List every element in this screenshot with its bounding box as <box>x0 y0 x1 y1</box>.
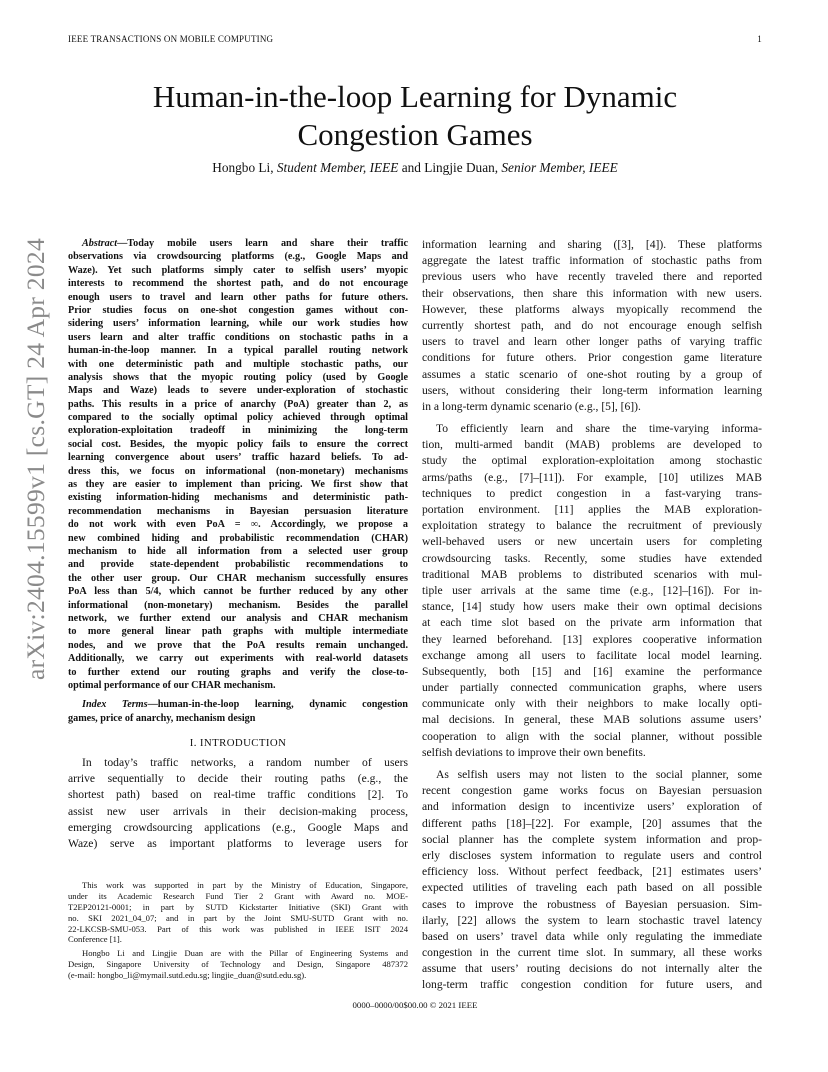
body-line: However, these platforms always myopically recommend the <box>422 302 762 316</box>
page-number: 1 <box>757 34 762 44</box>
arxiv-identifier-text: arXiv:2404.15599v1 [cs.GT] 24 Apr 2024 <box>21 237 50 680</box>
body-line: their observations, then share this information with new users. <box>422 286 762 300</box>
title-line: Congestion Games <box>297 117 533 152</box>
abstract-line: to further extend our routing graphs and verify the close-to- <box>68 666 408 678</box>
abstract-line: recommendation mechanisms in Bayesian persuasion literature <box>68 505 408 517</box>
body-line: arms/paths (e.g., [7]–[11]). For example, [10] utilizes MAB <box>422 470 762 484</box>
body-line: portation environment. [11] applies the MAB exploration- <box>422 503 762 516</box>
body-line: erly discloses system information to regulate users and control <box>422 848 762 862</box>
introduction-text <box>68 755 408 852</box>
body-line: and information design to incentivize users’ exploration of <box>422 800 762 814</box>
abstract-line: human-in-the-loop manner. In a typical parallel routing network <box>68 345 408 357</box>
arxiv-identifier-stamp <box>18 237 54 680</box>
body-line: under partially connected communication graphs, where users <box>422 681 762 695</box>
body-line: exploitation strategy to balance the recruitment of previously <box>422 519 762 533</box>
abstract-line: existing information-hiding mechanisms and deterministic path- <box>68 492 408 504</box>
body-line: long-term traffic congestion condition for future users, and <box>422 978 762 992</box>
body-line: communicate only with their neighbors to make locally opti- <box>422 697 762 711</box>
body-line: aggregate the latest traffic information of stochastic paths from <box>422 254 762 268</box>
body-line: Subsequently, both [15] and [16] examine the performance <box>422 664 762 678</box>
copyright-notice: 0000–0000/00$00.00 © 2021 IEEE <box>352 1000 478 1010</box>
body-line: information learning and sharing ([3], [4]). These platforms <box>422 238 762 251</box>
abstract-first-line <box>68 237 408 250</box>
footnote-line: (e-mail: hongbo_li@mymail.sutd.edu.sg; lingjie_duan@sutd.edu.sg). <box>68 970 307 981</box>
abstract-line: nodes, and we prove that the PoA results remain unchanged. <box>68 639 408 651</box>
body-line: social planner has the complete system information and prop- <box>422 832 762 846</box>
body-line: well-behaved users or new uncertain users for completing <box>422 535 762 549</box>
abstract-label: Abstract <box>82 238 118 249</box>
body-line: To efficiently learn and share the time-varying informa- <box>436 422 762 436</box>
abstract-line: informational (non-monetary) mechanism. Besides the parallel <box>68 599 408 611</box>
body-line: assist new user arrivals in their decision-making process, <box>68 804 408 818</box>
journal-name: IEEE TRANSACTIONS ON MOBILE COMPUTING <box>68 34 274 44</box>
right-column <box>422 237 762 994</box>
index-terms <box>68 698 408 725</box>
abstract-line: compared to the socially optimal policy achieved through optimal <box>68 412 408 424</box>
abstract-line: enough users to travel and learn other paths for future others. <box>68 291 408 303</box>
author-line <box>68 160 762 176</box>
body-line: arrive sequentially to decide their routing paths (e.g., the <box>68 772 408 786</box>
body-line: In today’s traffic networks, a random number of users <box>82 756 408 770</box>
body-line: techniques to predict congestion in a fast-varying trans- <box>422 486 762 500</box>
body-line: they learned beforehand. [13] explores cooperative information <box>422 632 762 646</box>
body-line: emerging crowdsourcing applications (e.g., Google Maps and <box>68 820 408 834</box>
footnote-line: This work was supported in part by the Ministry of Education, Singapore, <box>82 880 408 890</box>
body-line: at each time slot based on the private arm information that <box>422 616 762 630</box>
abstract-line: mechanism to hide all information from a selected user group <box>68 545 408 557</box>
body-line: conditions for future others. Prior congestion game literature <box>422 351 762 365</box>
body-line: selfish deviations to improve their own benefits. <box>422 745 646 759</box>
abstract-line: PoA less than 5/4, which cannot be further reduced by any other <box>68 586 408 598</box>
abstract-line-text: —Today mobile users learn and share their traffic <box>117 238 408 249</box>
abstract-line: new combined hiding and probabilistic recommendation (CHAR) <box>68 532 408 544</box>
author-name: and Lingjie Duan, <box>398 160 502 175</box>
body-line: tion, multi-armed bandit (MAB) problems are developed to <box>422 438 762 452</box>
body-line: study the optimal exploration-exploitation among stochastic <box>422 454 762 468</box>
body-line: users, without considering their long-term information learning <box>422 383 762 397</box>
body-line: exchange among all users to facilitate local model learning. <box>422 648 762 662</box>
body-line: Waze) serve as important platforms to leverage users for <box>68 837 408 850</box>
footnote-line: T2EP20121-0001; in part by SUTD Kickstarter Initiative (SKI) Grant with <box>68 901 408 912</box>
section-heading: I. INTRODUCTION <box>189 737 287 750</box>
abstract-line: the other user group. Our CHAR mechanism successfully ensures <box>68 572 408 584</box>
footnote-line: Hongbo Li and Lingjie Duan are with the Pillar of Engineering Systems and <box>82 948 408 959</box>
body-line: based on users’ travel data while only regulating the immediate <box>422 929 762 943</box>
body-line: ilarly, [22] allows the system to learn stochastic travel latency <box>422 913 762 927</box>
abstract-line: as they are easier to implement than pricing. We first show that <box>68 479 408 491</box>
abstract-line: Prior studies focus on one-shot congestion games without con- <box>68 304 408 316</box>
abstract-line: network, we further extend our analysis and CHAR mechanism <box>68 612 408 624</box>
footnotes <box>68 880 408 981</box>
author-membership: Senior Member, IEEE <box>501 160 618 175</box>
index-terms-line: games, price of anarchy, mechanism design <box>68 712 256 724</box>
body-line: congestion in the current time slot. In summary, all these works <box>422 946 762 960</box>
abstract-line: Additionally, we carry out experiments with real-world datasets <box>68 653 408 665</box>
author-name: Hongbo Li, <box>212 160 277 175</box>
abstract-line: with one deterministic path and multiple stochastic paths, our <box>68 358 408 370</box>
body-line: previous users who have recently traveled there and reported <box>422 270 762 284</box>
body-line: cases to improve the robustness of Bayesian persuasion. Sim- <box>422 897 762 911</box>
body-line: assumes a static scenario of one-shot routing by a group of <box>422 367 762 381</box>
body-line: currently shortest path, and do not encourage enough selfish <box>422 318 762 332</box>
abstract-line: optimal performance of our CHAR mechanism. <box>68 679 276 691</box>
body-line: tiple user arrivals at the same time (e.g., [12]–[16]). For in- <box>422 583 762 597</box>
body-line: traditional MAB problems to distributed scenarios with mul- <box>422 567 762 581</box>
body-line: crowdsourcing tasks. Recently, some studies have extended <box>422 551 762 565</box>
abstract-line: paths. This results in a price of anarchy (PoA) greater than 2, as <box>68 398 408 410</box>
abstract-line: exploration-exploitation tradeoff in minimizing the long-term <box>68 425 408 437</box>
title-line: Human-in-the-loop Learning for Dynamic <box>152 79 678 114</box>
abstract-line: to more general linear path graphs with multiple intermediate <box>68 626 408 638</box>
abstract-line: analysis shows that the myopic routing policy (used by Google <box>68 371 408 383</box>
body-line: shortest path) based on real-time traffic conditions [2]. To <box>68 788 408 802</box>
body-line: users to travel and learn other longer paths of varying traffic <box>422 335 762 349</box>
body-line: mal decisions. In general, these MAB solutions assume users’ <box>422 713 762 727</box>
left-column <box>68 237 408 852</box>
paper-title <box>68 78 762 154</box>
abstract <box>68 237 408 692</box>
abstract-line: learning convergence about users’ traffic hazard beliefs. To ad- <box>68 452 408 464</box>
footnote-line: Design, Singapore University of Technology and Design, Singapore 487372 <box>68 959 408 970</box>
body-line: efficiency loss. Without perfect feedback, [21] estimates users’ <box>422 865 762 879</box>
abstract-line: do not work with even PoA = ∞. Accordingly, we propose a <box>68 519 408 531</box>
abstract-line: Maps and Waze) leads to severe under-exploration of stochastic <box>68 385 408 397</box>
body-line: different paths [18]–[22]. For example, [20] assumes that the <box>422 816 762 830</box>
abstract-line: interests to recommend the shortest path, and do not encourage <box>68 278 408 290</box>
abstract-line: users learn and alter traffic conditions on stochastic paths in a <box>68 331 408 343</box>
abstract-line: and provide state-dependent probabilistic recommendations to <box>68 559 408 571</box>
body-line: As selfish users may not listen to the social planner, some <box>436 768 762 781</box>
running-header <box>68 34 762 48</box>
footnote-line: no. SKI 2021_04_07; and in part by the Joint SMU-SUTD Grant with no. <box>68 912 408 923</box>
body-line: cooperation to align with the social planner, without possible <box>422 729 762 743</box>
abstract-line: social cost. Besides, the myopic policy fails to ensure the correct <box>68 438 408 450</box>
body-line: in a long-term dynamic scenario (e.g., [5], [6]). <box>422 399 641 413</box>
abstract-line: sidering users’ information learning, while our work studies how <box>68 318 408 330</box>
footnote-line: Conference [1]. <box>68 934 122 945</box>
abstract-line: dress this, we focus on informational (non-monetary) mechanisms <box>68 465 408 477</box>
body-line: stance, [14] study how users make their own optimal decisions <box>422 600 762 614</box>
body-line: recent congestion game works focus on Bayesian persuasion <box>422 784 762 798</box>
index-terms-text: —human-in-the-loop learning, dynamic congestion <box>147 699 408 711</box>
footnote-line: 22-LKCSB-SMU-053. Part of this work was published in IEEE ISIT 2024 <box>68 923 408 934</box>
abstract-line: Waze). Yet such platforms simply cater to selfish users’ myopic <box>68 264 408 276</box>
index-terms-label: Index Terms <box>82 699 148 711</box>
body-line: assume that users’ routing decisions do not internally alter the <box>422 962 762 976</box>
abstract-line: observations via crowdsourcing platforms (e.g., Google Maps and <box>68 251 408 263</box>
body-line: expected utilities of traveling each path based on all possible <box>422 881 762 895</box>
index-terms-first-line <box>68 698 408 711</box>
footnote-line: under its Academic Research Fund Tier 2 Grant with Award no. MOE- <box>68 890 408 901</box>
author-membership: Student Member, IEEE <box>276 160 399 175</box>
